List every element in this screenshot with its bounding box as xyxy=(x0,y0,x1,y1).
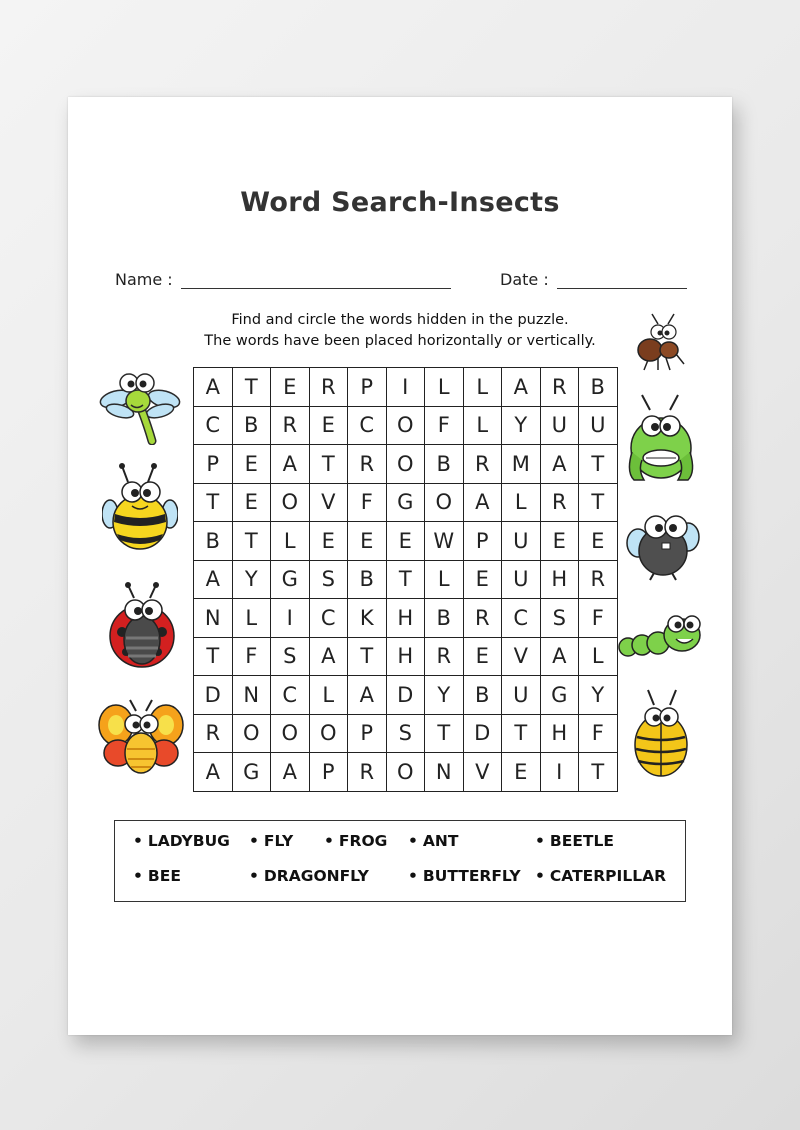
grid-row xyxy=(194,368,618,407)
word-ant: • ANT xyxy=(408,832,458,850)
grid-cell[interactable]: A xyxy=(194,368,233,407)
grid-cell[interactable]: V xyxy=(463,753,502,792)
grid-cell[interactable]: T xyxy=(502,714,541,753)
word-ladybug: • LADYBUG xyxy=(133,832,230,850)
grid-cell[interactable]: P xyxy=(348,714,387,753)
grid-cell[interactable]: Y xyxy=(232,560,271,599)
grid-cell[interactable]: C xyxy=(309,599,348,638)
grid-cell[interactable]: I xyxy=(540,753,579,792)
grid-cell[interactable]: G xyxy=(232,753,271,792)
grid-cell[interactable]: R xyxy=(463,599,502,638)
grid-cell[interactable]: A xyxy=(309,637,348,676)
grid-cell[interactable]: E xyxy=(579,522,618,561)
worksheet-page xyxy=(68,97,732,1035)
caterpillar-icon xyxy=(618,609,706,665)
grid-cell[interactable]: L xyxy=(232,599,271,638)
grid-row xyxy=(194,637,618,676)
beetle-icon xyxy=(628,687,694,779)
date-line[interactable] xyxy=(557,272,687,289)
grid-cell[interactable]: F xyxy=(579,714,618,753)
grid-cell[interactable]: C xyxy=(502,599,541,638)
word-bee: • BEE xyxy=(133,867,181,885)
grid-cell[interactable]: E xyxy=(309,522,348,561)
name-line[interactable] xyxy=(181,272,451,289)
grid-cell[interactable]: O xyxy=(271,483,310,522)
grid-cell[interactable]: A xyxy=(194,560,233,599)
grid-cell[interactable]: H xyxy=(386,637,425,676)
grid-cell[interactable]: A xyxy=(540,637,579,676)
grid-cell[interactable]: T xyxy=(579,753,618,792)
grid-cell[interactable]: T xyxy=(194,483,233,522)
grid-cell[interactable]: B xyxy=(463,676,502,715)
grid-cell[interactable]: I xyxy=(386,368,425,407)
grid-cell[interactable]: R xyxy=(348,753,387,792)
grid-cell[interactable]: L xyxy=(463,406,502,445)
grid-cell[interactable]: L xyxy=(579,637,618,676)
butterfly-icon xyxy=(98,697,184,781)
word-frog: • FROG xyxy=(324,832,387,850)
grid-cell[interactable]: T xyxy=(579,445,618,484)
grid-cell[interactable]: C xyxy=(271,676,310,715)
grid-cell[interactable]: A xyxy=(540,445,579,484)
grid-cell[interactable]: T xyxy=(386,560,425,599)
grid-cell[interactable]: E xyxy=(232,445,271,484)
bee-icon xyxy=(102,462,178,557)
grid-cell[interactable]: A xyxy=(194,753,233,792)
grid-cell[interactable]: T xyxy=(232,522,271,561)
grid-cell[interactable]: E xyxy=(271,368,310,407)
grid-cell[interactable]: R xyxy=(271,406,310,445)
grid-cell[interactable]: E xyxy=(540,522,579,561)
grid-cell[interactable]: D xyxy=(386,676,425,715)
grid-cell[interactable]: H xyxy=(540,714,579,753)
grid-cell[interactable]: P xyxy=(463,522,502,561)
grasshopper-icon xyxy=(624,392,698,484)
grid-cell[interactable]: H xyxy=(540,560,579,599)
word-beetle: • BEETLE xyxy=(535,832,614,850)
grid-cell[interactable]: R xyxy=(579,560,618,599)
date-field[interactable] xyxy=(500,270,687,289)
word-dragonfly: • DRAGONFLY xyxy=(249,867,369,885)
grid-cell[interactable]: E xyxy=(348,522,387,561)
grid-cell[interactable]: T xyxy=(579,483,618,522)
word-list-box xyxy=(114,820,686,902)
grid-cell[interactable]: S xyxy=(309,560,348,599)
grid-cell[interactable]: D xyxy=(194,676,233,715)
instructions xyxy=(168,310,632,352)
grid-row xyxy=(194,560,618,599)
grid-cell[interactable]: R xyxy=(309,368,348,407)
grid-cell[interactable]: F xyxy=(425,406,464,445)
grid-cell[interactable]: B xyxy=(348,560,387,599)
grid-cell[interactable]: E xyxy=(463,637,502,676)
grid-cell[interactable]: W xyxy=(425,522,464,561)
word-search-grid xyxy=(193,367,618,792)
grid-cell[interactable]: O xyxy=(271,714,310,753)
grid-cell[interactable]: C xyxy=(194,406,233,445)
grid-cell[interactable]: E xyxy=(386,522,425,561)
grid-cell[interactable]: F xyxy=(579,599,618,638)
page-title: Word Search-Insects xyxy=(240,187,560,218)
grid-cell[interactable]: B xyxy=(232,406,271,445)
grid-cell[interactable]: O xyxy=(232,714,271,753)
grid-cell[interactable]: R xyxy=(540,483,579,522)
grid-cell[interactable]: B xyxy=(425,445,464,484)
name-field[interactable] xyxy=(115,270,451,289)
grid-row xyxy=(194,753,618,792)
grid-cell[interactable]: O xyxy=(386,406,425,445)
grid-cell[interactable]: L xyxy=(425,560,464,599)
grid-cell[interactable]: N xyxy=(194,599,233,638)
grid-cell[interactable]: G xyxy=(540,676,579,715)
grid-cell[interactable]: U xyxy=(502,676,541,715)
grid-cell[interactable]: E xyxy=(232,483,271,522)
grid-cell[interactable]: A xyxy=(348,676,387,715)
grid-cell[interactable]: N xyxy=(425,753,464,792)
word-butterfly: • BUTTERFLY xyxy=(408,867,521,885)
grid-cell[interactable]: M xyxy=(502,445,541,484)
grid-cell[interactable]: B xyxy=(425,599,464,638)
grid-cell[interactable]: L xyxy=(425,368,464,407)
grid-cell[interactable]: I xyxy=(271,599,310,638)
grid-cell[interactable]: E xyxy=(502,753,541,792)
grid-cell[interactable]: R xyxy=(540,368,579,407)
grid-cell[interactable]: T xyxy=(232,368,271,407)
grid-cell[interactable]: H xyxy=(386,599,425,638)
grid-row xyxy=(194,445,618,484)
grid-cell[interactable]: A xyxy=(271,445,310,484)
grid-cell[interactable]: U xyxy=(579,406,618,445)
grid-cell[interactable]: T xyxy=(348,637,387,676)
grid-cell[interactable]: E xyxy=(463,560,502,599)
grid-cell[interactable]: Y xyxy=(425,676,464,715)
grid-cell[interactable]: U xyxy=(502,560,541,599)
grid-cell[interactable]: V xyxy=(502,637,541,676)
grid-row xyxy=(194,599,618,638)
grid-cell[interactable]: A xyxy=(502,368,541,407)
grid-cell[interactable]: O xyxy=(386,753,425,792)
grid-row xyxy=(194,676,618,715)
grid-cell[interactable]: O xyxy=(309,714,348,753)
grid-cell[interactable]: D xyxy=(463,714,502,753)
grid-cell[interactable]: B xyxy=(579,368,618,407)
grid-cell[interactable]: C xyxy=(348,406,387,445)
grid-cell[interactable]: U xyxy=(502,522,541,561)
grid-cell[interactable]: S xyxy=(271,637,310,676)
grid-cell[interactable]: U xyxy=(540,406,579,445)
grid-row xyxy=(194,406,618,445)
grid-cell[interactable]: O xyxy=(425,483,464,522)
grid-cell[interactable]: V xyxy=(309,483,348,522)
fly-icon xyxy=(626,507,700,581)
grid-cell[interactable]: N xyxy=(232,676,271,715)
grid-cell[interactable]: S xyxy=(540,599,579,638)
grid-cell[interactable]: L xyxy=(463,368,502,407)
name-label: Name : xyxy=(115,270,173,289)
grid-cell[interactable]: L xyxy=(502,483,541,522)
instructions-line-2: The words have been placed horizontally or vertically. xyxy=(204,333,596,349)
grid-cell[interactable]: L xyxy=(271,522,310,561)
grid-cell[interactable]: S xyxy=(386,714,425,753)
grid-cell[interactable]: F xyxy=(232,637,271,676)
dragonfly-icon xyxy=(98,367,182,445)
instructions-line-1: Find and circle the words hidden in the puzzle. xyxy=(231,312,569,328)
word-caterpillar: • CATERPILLAR xyxy=(535,867,666,885)
grid-cell[interactable]: T xyxy=(425,714,464,753)
grid-cell[interactable]: F xyxy=(348,483,387,522)
grid-cell[interactable]: K xyxy=(348,599,387,638)
grid-cell[interactable]: L xyxy=(309,676,348,715)
date-label: Date : xyxy=(500,270,549,289)
grid-cell[interactable]: A xyxy=(463,483,502,522)
grid-cell[interactable]: G xyxy=(271,560,310,599)
grid-row xyxy=(194,483,618,522)
grid-cell[interactable]: R xyxy=(194,714,233,753)
grid-cell[interactable]: R xyxy=(463,445,502,484)
ant-icon xyxy=(636,312,690,372)
grid-cell[interactable]: T xyxy=(309,445,348,484)
grid-cell[interactable]: O xyxy=(386,445,425,484)
grid-row xyxy=(194,714,618,753)
grid-cell[interactable]: P xyxy=(348,368,387,407)
grid-cell[interactable]: G xyxy=(386,483,425,522)
word-fly: • FLY xyxy=(249,832,293,850)
grid-cell[interactable]: Y xyxy=(502,406,541,445)
grid-row xyxy=(194,522,618,561)
grid-cell[interactable]: E xyxy=(309,406,348,445)
grid-cell[interactable]: P xyxy=(309,753,348,792)
ladybug-icon xyxy=(106,582,178,670)
grid-cell[interactable]: Y xyxy=(579,676,618,715)
grid-cell[interactable]: A xyxy=(271,753,310,792)
grid-cell[interactable]: R xyxy=(348,445,387,484)
grid-cell[interactable]: P xyxy=(194,445,233,484)
grid-cell[interactable]: B xyxy=(194,522,233,561)
grid-cell[interactable]: T xyxy=(194,637,233,676)
grid-cell[interactable]: R xyxy=(425,637,464,676)
